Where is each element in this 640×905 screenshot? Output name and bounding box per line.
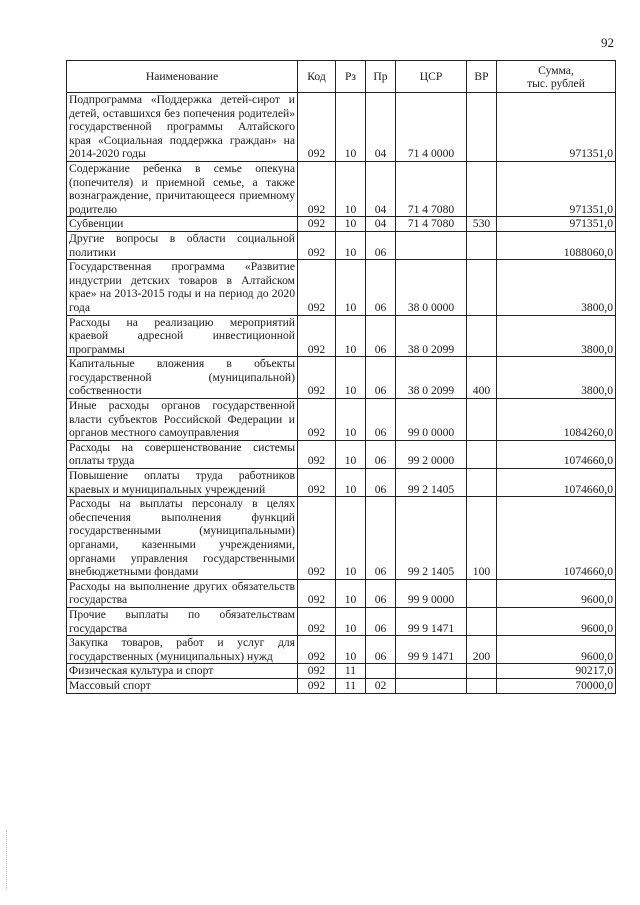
table-row xyxy=(67,579,616,607)
row-kod: 092 xyxy=(298,260,336,315)
row-name: Расходы на совершенствование системы оплаты труда xyxy=(67,440,298,468)
row-sum: 9600,0 xyxy=(497,579,616,607)
row-name: Подпрограмма «Поддержка детей-сирот и детей, оставшихся без попечения родителей» государственной программы Алтайского края «Социальная поддержка граждан» на 2014-2020 годы xyxy=(67,93,298,162)
row-rz: 10 xyxy=(336,497,366,580)
table-row xyxy=(67,440,616,468)
table-body xyxy=(67,93,616,694)
row-vr: 530 xyxy=(467,217,497,232)
row-sum: 971351,0 xyxy=(497,93,616,162)
row-vr xyxy=(467,607,497,635)
row-sum: 971351,0 xyxy=(497,217,616,232)
table-row xyxy=(67,607,616,635)
margin-marks xyxy=(6,830,9,890)
row-vr xyxy=(467,440,497,468)
row-vr xyxy=(467,469,497,497)
row-rz: 10 xyxy=(336,607,366,635)
row-name: Массовый спорт xyxy=(67,678,298,693)
row-rz: 10 xyxy=(336,440,366,468)
row-vr: 100 xyxy=(467,497,497,580)
row-csr: 71 4 7080 xyxy=(396,217,467,232)
row-name: Расходы на выплаты персоналу в целях обеспечения выполнения функций государственными (муниципальными) органами, казенными учреждениями, органами управления государственными внебюджетными фондами xyxy=(67,497,298,580)
row-kod: 092 xyxy=(298,217,336,232)
row-csr: 99 2 1405 xyxy=(396,469,467,497)
row-name: Иные расходы органов государственной власти субъектов Российской Федерации и органов местного самоуправления xyxy=(67,399,298,441)
table-row xyxy=(67,260,616,315)
row-kod: 092 xyxy=(298,664,336,679)
row-sum: 3800,0 xyxy=(497,357,616,399)
row-csr: 99 9 0000 xyxy=(396,579,467,607)
row-kod: 092 xyxy=(298,678,336,693)
column-header-sum: Сумма, тыс. рублей xyxy=(497,61,616,93)
column-header-csr: ЦСР xyxy=(396,61,467,93)
row-kod: 092 xyxy=(298,357,336,399)
row-vr xyxy=(467,678,497,693)
budget-table xyxy=(66,60,616,694)
row-name: Государственная программа «Развитие индустрии детских товаров в Алтайском крае» на 2013-2015 годы и на период до 2020 года xyxy=(67,260,298,315)
row-rz: 10 xyxy=(336,315,366,357)
table-row xyxy=(67,357,616,399)
row-pr: 06 xyxy=(366,636,396,664)
row-vr: 200 xyxy=(467,636,497,664)
row-name: Субвенции xyxy=(67,217,298,232)
row-kod: 092 xyxy=(298,469,336,497)
row-name: Содержание ребенка в семье опекуна (попечителя) и приемной семье, а также вознаграждение, причитающееся приемному родителю xyxy=(67,161,298,216)
row-sum: 971351,0 xyxy=(497,161,616,216)
row-sum: 70000,0 xyxy=(497,678,616,693)
row-csr xyxy=(396,678,467,693)
row-csr: 38 0 2099 xyxy=(396,357,467,399)
row-sum: 1074660,0 xyxy=(497,440,616,468)
row-name: Физическая культура и спорт xyxy=(67,664,298,679)
row-vr xyxy=(467,664,497,679)
row-name: Капитальные вложения в объекты государственной (муниципальной) собственности xyxy=(67,357,298,399)
row-vr xyxy=(467,315,497,357)
row-rz: 11 xyxy=(336,678,366,693)
row-pr: 06 xyxy=(366,440,396,468)
row-kod: 092 xyxy=(298,231,336,259)
row-rz: 10 xyxy=(336,399,366,441)
row-sum: 9600,0 xyxy=(497,607,616,635)
table-row xyxy=(67,217,616,232)
row-csr: 71 4 7080 xyxy=(396,161,467,216)
row-sum: 1088060,0 xyxy=(497,231,616,259)
row-csr xyxy=(396,664,467,679)
table-row xyxy=(67,231,616,259)
row-rz: 10 xyxy=(336,636,366,664)
row-name: Закупка товаров, работ и услуг для государственных (муниципальных) нужд xyxy=(67,636,298,664)
row-pr: 06 xyxy=(366,315,396,357)
row-vr: 400 xyxy=(467,357,497,399)
row-pr: 06 xyxy=(366,231,396,259)
row-kod: 092 xyxy=(298,497,336,580)
row-csr: 99 9 1471 xyxy=(396,636,467,664)
row-vr xyxy=(467,93,497,162)
row-sum: 1074660,0 xyxy=(497,497,616,580)
column-header-name: Наименование xyxy=(67,61,298,93)
row-kod: 092 xyxy=(298,607,336,635)
table-row xyxy=(67,497,616,580)
row-rz: 10 xyxy=(336,469,366,497)
row-name: Другие вопросы в области социальной политики xyxy=(67,231,298,259)
row-rz: 10 xyxy=(336,217,366,232)
row-pr: 06 xyxy=(366,357,396,399)
row-sum: 3800,0 xyxy=(497,260,616,315)
row-kod: 092 xyxy=(298,579,336,607)
page-number: 92 xyxy=(601,35,614,50)
row-pr: 06 xyxy=(366,579,396,607)
column-header-pr: Пр xyxy=(366,61,396,93)
row-name: Расходы на выполнение других обязательств государства xyxy=(67,579,298,607)
row-name: Повышение оплаты труда работников краевых и муниципальных учреждений xyxy=(67,469,298,497)
table-row xyxy=(67,399,616,441)
row-rz: 10 xyxy=(336,260,366,315)
column-header-rz: Рз xyxy=(336,61,366,93)
row-vr xyxy=(467,579,497,607)
row-vr xyxy=(467,231,497,259)
table-row xyxy=(67,636,616,664)
row-kod: 092 xyxy=(298,440,336,468)
row-sum: 3800,0 xyxy=(497,315,616,357)
row-rz: 10 xyxy=(336,161,366,216)
row-kod: 092 xyxy=(298,636,336,664)
table-row xyxy=(67,664,616,679)
row-csr: 99 9 1471 xyxy=(396,607,467,635)
row-name: Прочие выплаты по обязательствам государства xyxy=(67,607,298,635)
row-vr xyxy=(467,260,497,315)
row-pr: 06 xyxy=(366,399,396,441)
row-pr: 06 xyxy=(366,497,396,580)
row-csr: 71 4 0000 xyxy=(396,93,467,162)
row-pr: 04 xyxy=(366,217,396,232)
row-pr: 06 xyxy=(366,607,396,635)
row-pr: 04 xyxy=(366,93,396,162)
row-rz: 10 xyxy=(336,231,366,259)
table-row xyxy=(67,469,616,497)
row-sum: 1084260,0 xyxy=(497,399,616,441)
table-row xyxy=(67,315,616,357)
row-vr xyxy=(467,161,497,216)
row-sum: 1074660,0 xyxy=(497,469,616,497)
row-csr: 38 0 2099 xyxy=(396,315,467,357)
row-csr: 38 0 0000 xyxy=(396,260,467,315)
row-pr: 06 xyxy=(366,260,396,315)
row-rz: 11 xyxy=(336,664,366,679)
table-row xyxy=(67,678,616,693)
column-header-vr: ВР xyxy=(467,61,497,93)
row-csr: 99 2 0000 xyxy=(396,440,467,468)
row-kod: 092 xyxy=(298,315,336,357)
row-pr: 06 xyxy=(366,469,396,497)
table-header-row xyxy=(67,61,616,93)
table-row xyxy=(67,161,616,216)
row-vr xyxy=(467,399,497,441)
row-rz: 10 xyxy=(336,579,366,607)
row-pr: 02 xyxy=(366,678,396,693)
column-header-kod: Код xyxy=(298,61,336,93)
row-name: Расходы на реализацию мероприятий краевой адресной инвестиционной программы xyxy=(67,315,298,357)
row-kod: 092 xyxy=(298,399,336,441)
table-row xyxy=(67,93,616,162)
row-csr: 99 0 0000 xyxy=(396,399,467,441)
row-pr: 04 xyxy=(366,161,396,216)
row-rz: 10 xyxy=(336,93,366,162)
row-kod: 092 xyxy=(298,161,336,216)
row-csr xyxy=(396,231,467,259)
row-sum: 90217,0 xyxy=(497,664,616,679)
row-sum: 9600,0 xyxy=(497,636,616,664)
row-rz: 10 xyxy=(336,357,366,399)
row-pr xyxy=(366,664,396,679)
row-kod: 092 xyxy=(298,93,336,162)
row-csr: 99 2 1405 xyxy=(396,497,467,580)
